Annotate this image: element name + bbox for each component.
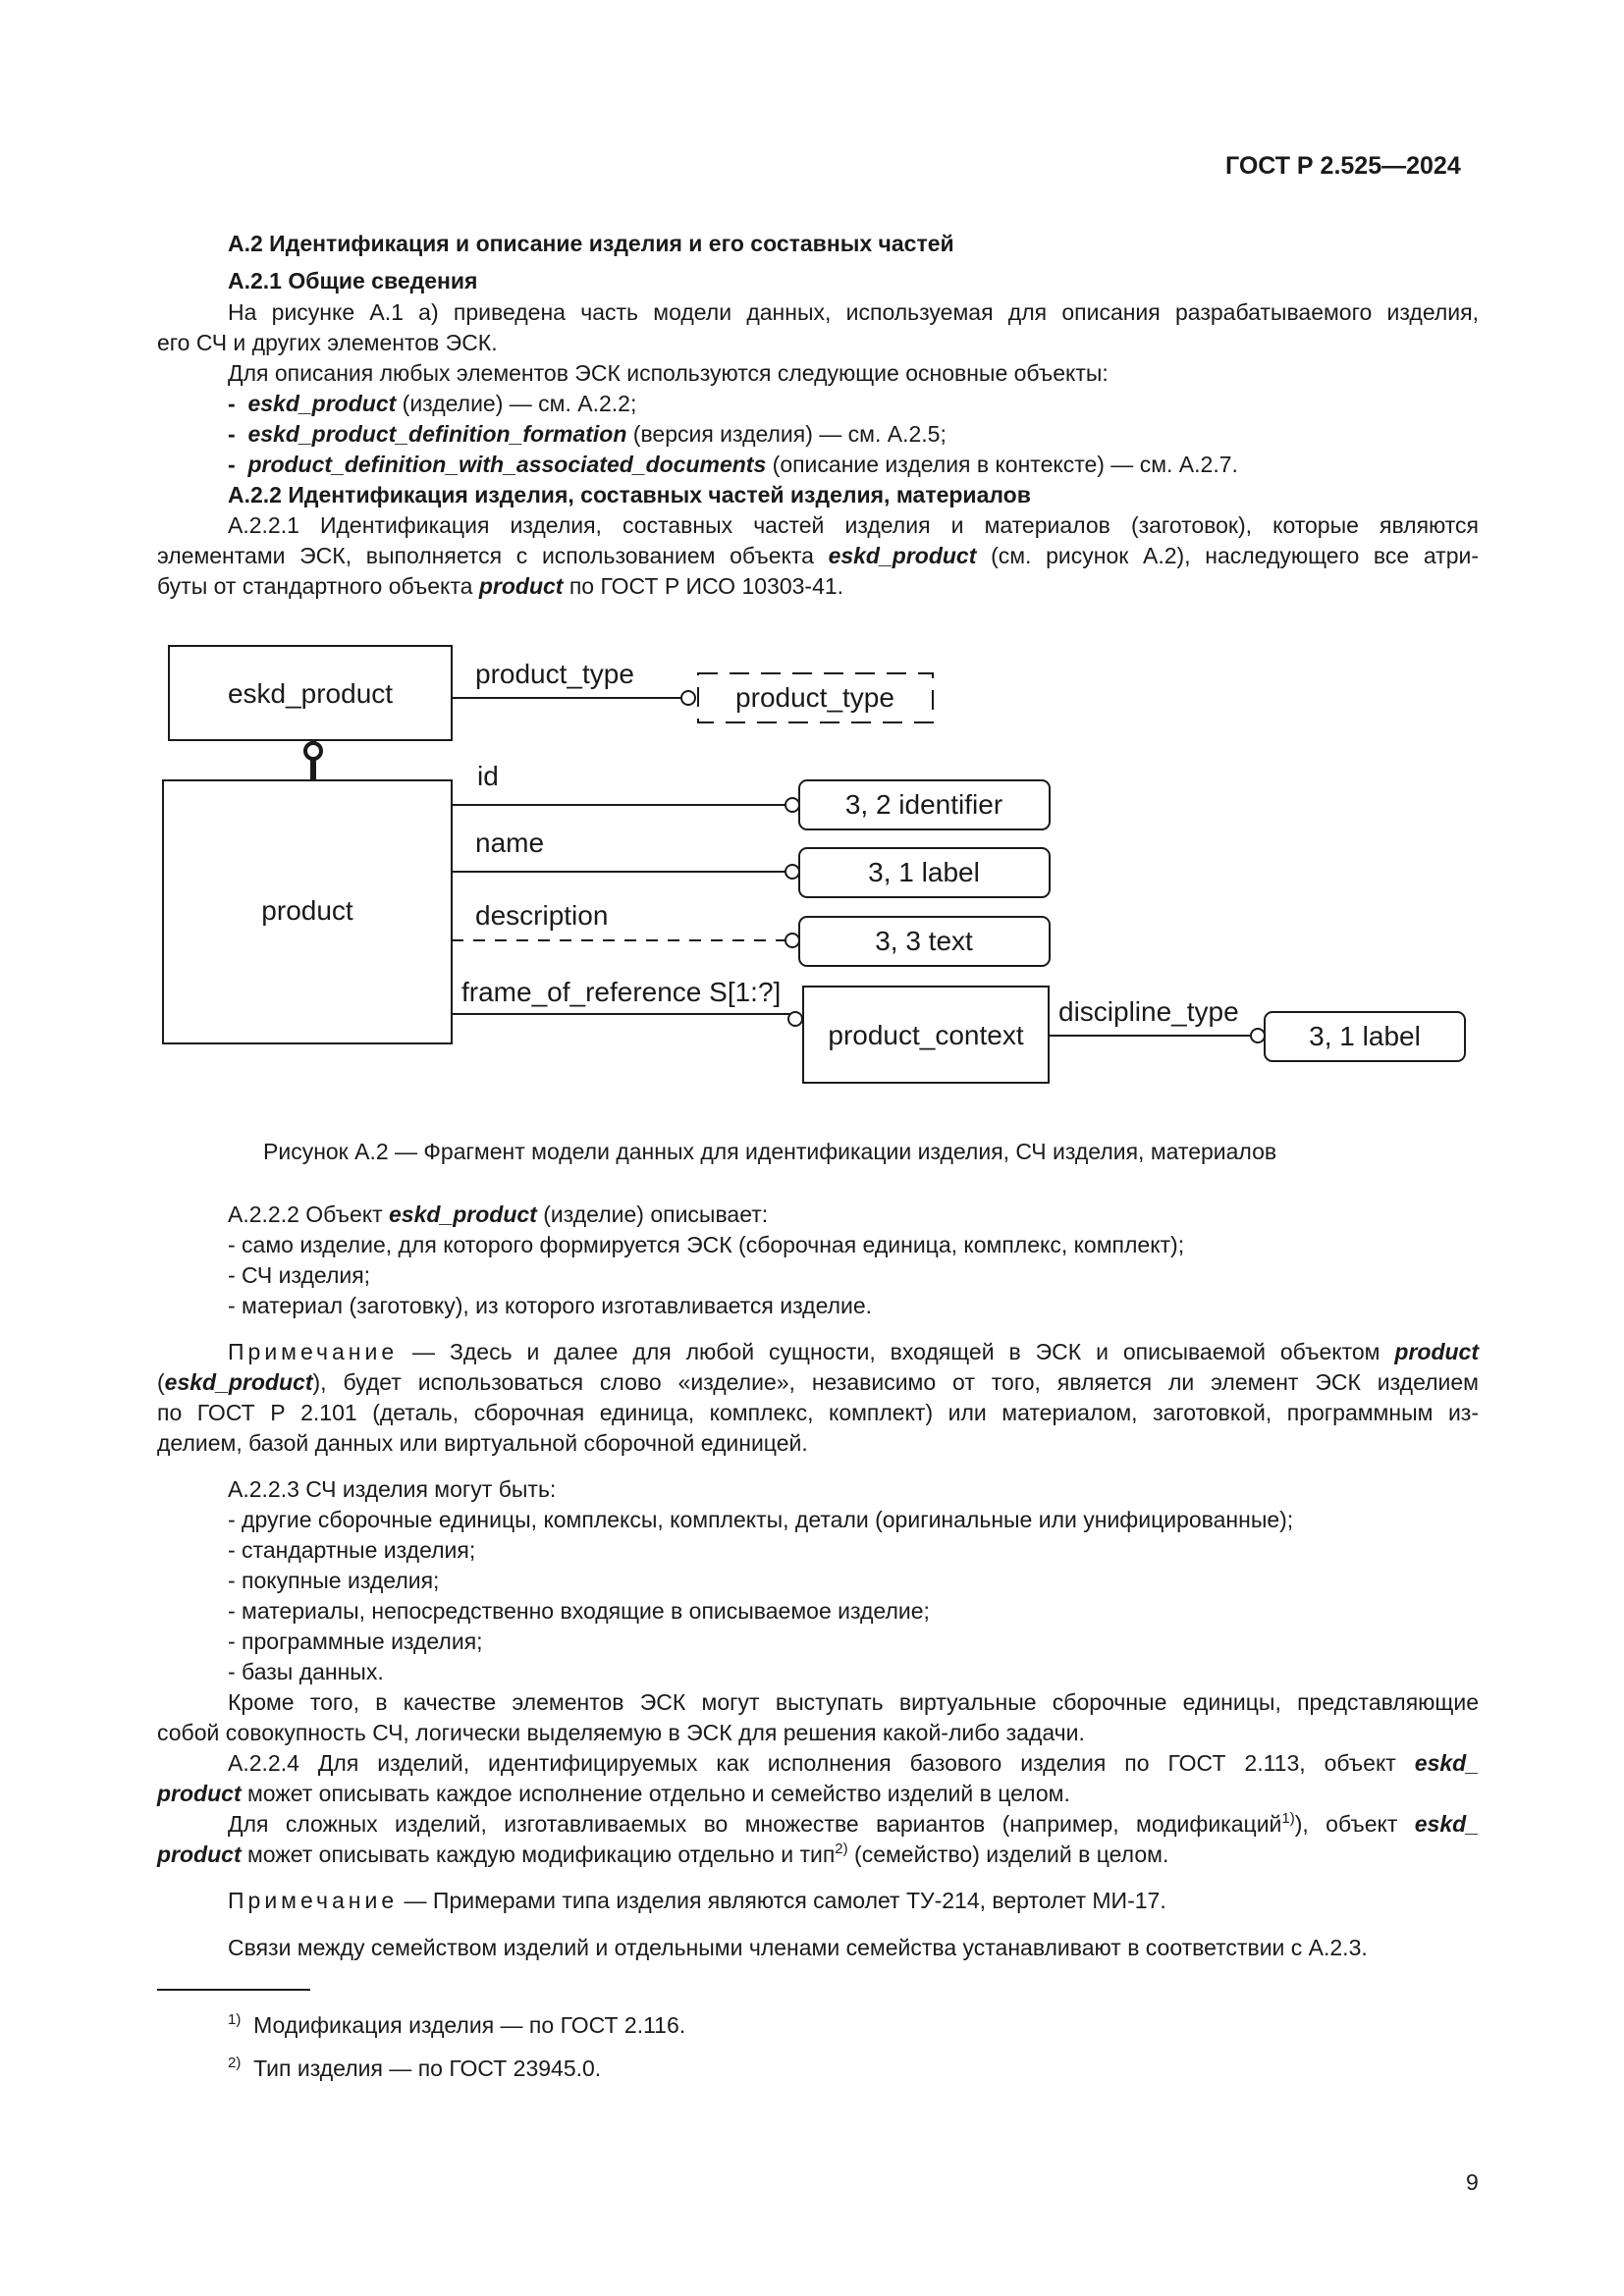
description-end-circle bbox=[785, 934, 799, 947]
footnote-text: Модификация изделия — по ГОСТ 2.116. bbox=[253, 2012, 686, 2038]
text-run: буты от стандартного объекта bbox=[157, 573, 479, 599]
footnote-ref: 1) bbox=[1281, 1810, 1295, 1827]
footnote-mark: 1) bbox=[228, 2011, 242, 2028]
identifier-box-label: 3, 2 identifier bbox=[844, 789, 1003, 820]
a21-paragraph1-line1: На рисунке А.1 а) приведена часть модели данных, используемая для описания разрабатываемого изделия, bbox=[228, 299, 1479, 325]
object-name: product bbox=[478, 573, 564, 599]
object-name: product bbox=[157, 1842, 242, 1867]
links-paragraph: Связи между семейством изделий и отдельными членами семейства устанавливают в соответствии с А.2.3. bbox=[228, 1935, 1368, 1960]
note1-line4: делием, базой данных или виртуальной сборочной единицей. bbox=[157, 1430, 808, 1456]
object-name: eskd_ bbox=[1414, 1811, 1479, 1837]
object-name: eskd_product bbox=[828, 543, 977, 568]
footnote bbox=[228, 2010, 685, 2041]
a21-paragraph2: Для описания любых элементов ЭСК используются следующие основные объекты: bbox=[228, 360, 1109, 386]
section-a2-title: А.2 Идентификация и описание изделия и его составных частей bbox=[228, 231, 954, 256]
label-box-label: 3, 1 label bbox=[868, 857, 980, 887]
text-run: по ГОСТ Р ИСО 10303-41. bbox=[563, 573, 844, 599]
object-desc: (описание изделия в контексте) — см. А.2.7. bbox=[766, 452, 1238, 477]
text-run: может описывать каждое исполнение отдельно и семейство изделий в целом. bbox=[241, 1781, 1070, 1806]
object-name: eskd_product bbox=[247, 391, 397, 416]
frame-of-reference-end-circle bbox=[788, 1012, 802, 1026]
footnote-separator bbox=[157, 1989, 310, 1991]
object-name: eskd_product_definition_formation bbox=[247, 421, 627, 447]
list-item: - программные изделия; bbox=[228, 1629, 483, 1654]
document-header: ГОСТ Р 2.525—2024 bbox=[1225, 152, 1461, 180]
discipline-type-end-circle bbox=[1251, 1029, 1265, 1042]
product-type-rel-label: product_type bbox=[475, 659, 634, 689]
section-a22-title: А.2.2 Идентификация изделия, составных частей изделия, материалов bbox=[228, 482, 1031, 507]
list-item: - покупные изделия; bbox=[228, 1568, 440, 1593]
object-name: eskd_product bbox=[389, 1201, 537, 1227]
description-label: description bbox=[475, 900, 609, 931]
inheritance-circle bbox=[305, 743, 321, 759]
a224-line1 bbox=[228, 1748, 1479, 1779]
product-context-label: product_context bbox=[828, 1020, 1024, 1050]
a223-title: А.2.2.3 СЧ изделия могут быть: bbox=[228, 1476, 557, 1502]
note2 bbox=[228, 1886, 1166, 1916]
list-item: - стандартные изделия; bbox=[228, 1537, 476, 1563]
list-item: - материал (заготовку), из которого изготавливается изделие. bbox=[228, 1293, 873, 1318]
object-desc: (версия изделия) — см. А.2.5; bbox=[626, 421, 947, 447]
list-dash: - bbox=[228, 391, 236, 416]
object-desc: (изделие) — см. А.2.2; bbox=[396, 391, 637, 416]
label-box-2-label: 3, 1 label bbox=[1309, 1021, 1421, 1051]
id-end-circle bbox=[785, 798, 799, 812]
text-box-label: 3, 3 text bbox=[875, 926, 973, 956]
object-name: eskd_product bbox=[164, 1369, 313, 1395]
text-run: — Примерами типа изделия являются самолет ТУ-214, вертолет МИ-17. bbox=[398, 1888, 1166, 1913]
list-dash: - bbox=[228, 421, 236, 447]
product-type-end-circle bbox=[681, 691, 695, 705]
list-item: - само изделие, для которого формируется ЭСК (сборочная единица, комплекс, комплект); bbox=[228, 1232, 1185, 1257]
list-item: - другие сборочные единицы, комплексы, комплекты, детали (оригинальные или унифицированные); bbox=[228, 1507, 1294, 1532]
note1-line3: по ГОСТ Р 2.101 (деталь, сборочная единица, комплекс, комплект) или материалом, заготовкой, программным из- bbox=[157, 1400, 1479, 1425]
text-run: (семейство) изделий в целом. bbox=[847, 1842, 1169, 1867]
a224-line3 bbox=[228, 1809, 1479, 1840]
a224-line2 bbox=[157, 1779, 1070, 1809]
object-name: product bbox=[157, 1781, 242, 1806]
frame-of-reference-label: frame_of_reference S[1:?] bbox=[461, 977, 782, 1007]
a222-line1 bbox=[228, 1200, 768, 1230]
note1-line2 bbox=[157, 1367, 1479, 1398]
object-name: product bbox=[1394, 1339, 1479, 1364]
text-run: ), объект bbox=[1294, 1811, 1415, 1837]
object-name: eskd_ bbox=[1414, 1750, 1479, 1776]
text-run: может описывать каждую модификацию отдельно и тип bbox=[241, 1842, 836, 1867]
footnote-ref: 2) bbox=[835, 1841, 848, 1857]
footnote-text: Тип изделия — по ГОСТ 23945.0. bbox=[253, 2056, 602, 2081]
name-end-circle bbox=[785, 865, 799, 879]
text-run: элементами ЭСК, выполняется с использованием объекта bbox=[157, 543, 829, 568]
note-label: Примечание bbox=[228, 1339, 399, 1364]
product-label: product bbox=[261, 895, 353, 926]
figure-caption: Рисунок А.2 — Фрагмент модели данных для идентификации изделия, СЧ изделия, материалов bbox=[263, 1139, 1277, 1164]
a21-paragraph1-line2: его СЧ и других элементов ЭСК. bbox=[157, 330, 498, 355]
product-type-box-label: product_type bbox=[735, 682, 894, 713]
text-run: (изделие) описывает: bbox=[536, 1201, 769, 1227]
text-run: ), будет использоваться слово «изделие», независимо от того, является ли элемент ЭСК изделием bbox=[312, 1369, 1479, 1395]
section-a21-title: А.2.1 Общие сведения bbox=[228, 268, 478, 294]
a224-line4 bbox=[157, 1840, 1168, 1870]
a223-extra-line2: собой совокупность СЧ, логически выделяемую в ЭСК для решения какой-либо задачи. bbox=[157, 1720, 1085, 1745]
note-label: Примечание bbox=[228, 1888, 399, 1913]
object-name: product_definition_with_associated_documents bbox=[247, 452, 767, 477]
list-item: - СЧ изделия; bbox=[228, 1262, 371, 1288]
text-run: ( bbox=[157, 1369, 165, 1395]
list-item: - материалы, непосредственно входящие в описываемое изделие; bbox=[228, 1598, 930, 1624]
note1-line1 bbox=[228, 1337, 1479, 1367]
text-run: — Здесь и далее для любой сущности, входящей в ЭСК и описываемой объектом bbox=[398, 1339, 1395, 1364]
discipline-type-label: discipline_type bbox=[1058, 996, 1239, 1027]
footnote-mark: 2) bbox=[228, 2055, 242, 2071]
list-dash: - bbox=[228, 452, 236, 477]
list-item: - базы данных. bbox=[228, 1659, 384, 1684]
page-number: 9 bbox=[1466, 2169, 1479, 2195]
text-run: Для сложных изделий, изготавливаемых во множестве вариантов (например, модификаций bbox=[228, 1811, 1282, 1837]
a221-line1: А.2.2.1 Идентификация изделия, составных частей изделия и материалов (заготовок), которые являются bbox=[228, 512, 1479, 538]
a223-extra-line1: Кроме того, в качестве элементов ЭСК могут выступать виртуальные сборочные единицы, представляющие bbox=[228, 1689, 1479, 1715]
footnote bbox=[228, 2054, 601, 2084]
text-run: (см. рисунок А.2), наследующего все атри- bbox=[976, 543, 1479, 568]
id-label: id bbox=[477, 761, 499, 791]
name-label: name bbox=[475, 828, 545, 858]
text-run: А.2.2.4 Для изделий, идентифицируемых как исполнения базового изделия по ГОСТ 2.113, объект bbox=[228, 1750, 1415, 1776]
text-run: А.2.2.2 Объект bbox=[228, 1201, 389, 1227]
eskd-product-label: eskd_product bbox=[227, 678, 394, 709]
